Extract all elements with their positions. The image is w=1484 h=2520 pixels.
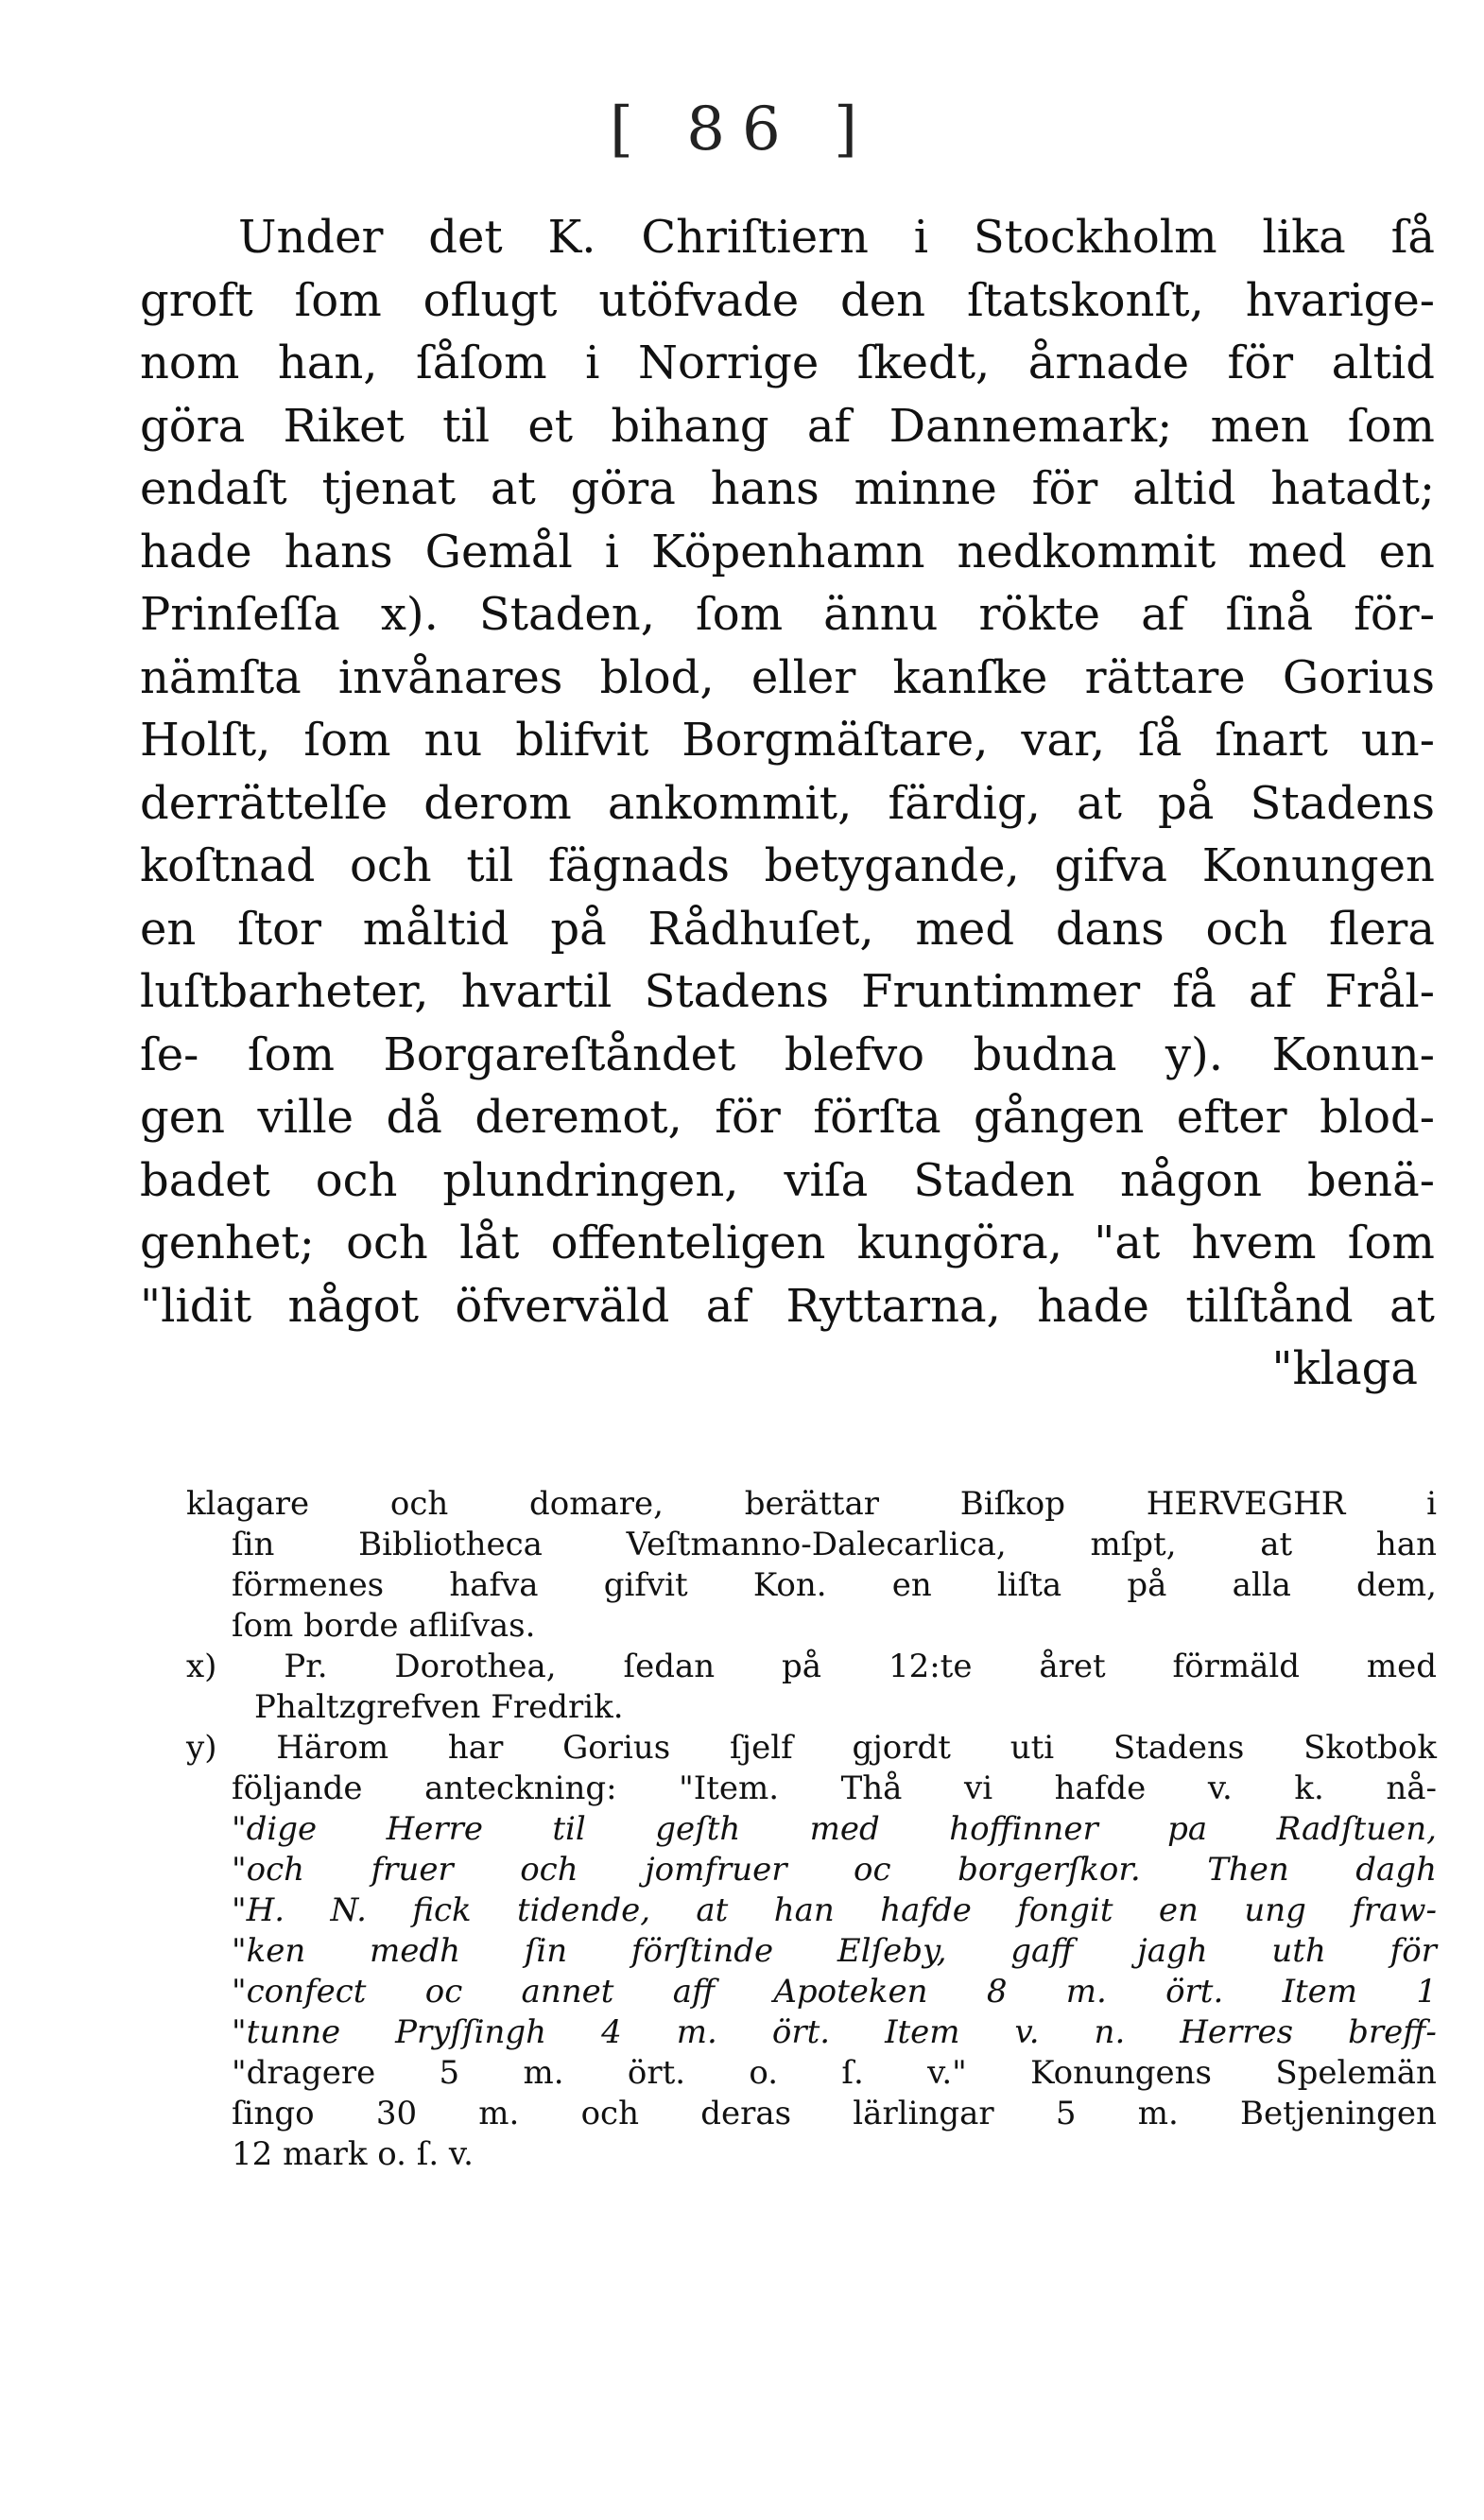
text-line: derrättelſe derom ankommit, färdig, at på Stadens: [140, 776, 1435, 830]
text-line: en ſtor måltid på Rådhuſet, med dans och flera: [140, 902, 1435, 956]
footnote-line: "dige Herre til geſth med hoffinner pa Radſtuen,: [232, 1810, 1437, 1848]
footnote-line: klagare och domare, berättar Biſkop HERVEGHR i: [186, 1485, 1437, 1523]
text-line: göra Riket til et bihang af Dannemark; men ſom: [140, 399, 1435, 453]
footnote-line: ſin Bibliotheca Veſtmanno-Dalecarlica, mſpt, at han: [232, 1526, 1437, 1563]
text-line: luſtbarheter, hvartil Stadens Fruntimmer få af Frål-: [140, 965, 1435, 1018]
footnote-line: följande anteckning: "Item. Thå vi hafde v. k. nå-: [232, 1769, 1437, 1807]
footnote-line: ſom borde afliſvas.: [232, 1607, 536, 1645]
text-line: Under det K. Chriſtiern i Stockholm lika ſå: [238, 211, 1435, 264]
footnote-line: "dragere 5 m. ört. o. ſ. v." Konungens Spelemän: [232, 2054, 1437, 2092]
footnote-x: x) Pr. Dorothea, ſedan på 12:te året förmäld med: [186, 1648, 1437, 1685]
footnote-line: "ken medh ſin förſtinde Elſeby, gaff jagh uth för: [232, 1932, 1437, 1970]
footnote-line: "H. N. fick tidende, at han hafde fongit en ung fraw-: [232, 1891, 1437, 1929]
main-text-block: [140, 206, 1435, 1401]
text-line: groft ſom oflugt utöfvade den ſtatskonſt, hvarige-: [140, 273, 1435, 327]
footnote-y: y) Härom har Gorius ſjelf gjordt uti Stadens Skotbok: [186, 1729, 1437, 1767]
page-number-header: [ 86 ]: [609, 95, 875, 164]
text-line: nom han, ſåſom i Norrige ſkedt, årnade för altid: [140, 337, 1435, 389]
footnote-line: ſingo 30 m. och deras lärlingar 5 m. Betjeningen: [232, 2095, 1437, 2132]
footnote-line: förmenes hafva gifvit Kon. en liſta på alla dem,: [232, 1566, 1437, 1604]
footnote-line: Phaltzgrefven Fredrik.: [254, 1688, 624, 1726]
text-line: endaſt tjenat at göra hans minne för altid hatadt;: [140, 462, 1435, 515]
text-line: Holſt, ſom nu blifvit Borgmäſtare, var, ſå ſnart un-: [140, 714, 1435, 767]
footnote-line: 12 mark o. ſ. v.: [232, 2135, 474, 2173]
footnotes-block: [186, 1484, 1437, 2175]
text-line: Prinſeſſa x). Staden, ſom ännu rökte af ſinå för-: [140, 588, 1435, 641]
footnote-line: "tunne Pryſſingh 4 m. ört. Item v. n. Herres breff-: [232, 2013, 1437, 2051]
text-line: "lidit något öfverväld af Ryttarna, hade tilſtånd at: [140, 1279, 1435, 1333]
text-line: genhet; och låt offenteligen kungöra, "at hvem ſom: [140, 1217, 1435, 1269]
text-line: badet och plundringen, viſa Staden någon benä-: [140, 1153, 1435, 1207]
text-line: nämſta invånares blod, eller kanſke rättare Gorius: [140, 650, 1435, 704]
footnote-line: "confect oc annet aff Apoteken 8 m. ört. Item 1: [232, 1973, 1437, 2011]
catchword: "klaga: [1271, 1342, 1418, 1395]
text-line: koſtnad och til fägnads betygande, gifva Konungen: [140, 839, 1435, 892]
text-line: gen ville då deremot, för förſta gången efter blod-: [140, 1091, 1435, 1144]
text-line: hade hans Gemål i Köpenhamn nedkommit med en: [140, 525, 1435, 578]
text-line: ſe- ſom Borgareſtåndet blefvo budna y). Konun-: [140, 1027, 1435, 1081]
footnote-line: "och fruer och jomfruer oc borgerſkor. Then dagh: [232, 1851, 1437, 1889]
